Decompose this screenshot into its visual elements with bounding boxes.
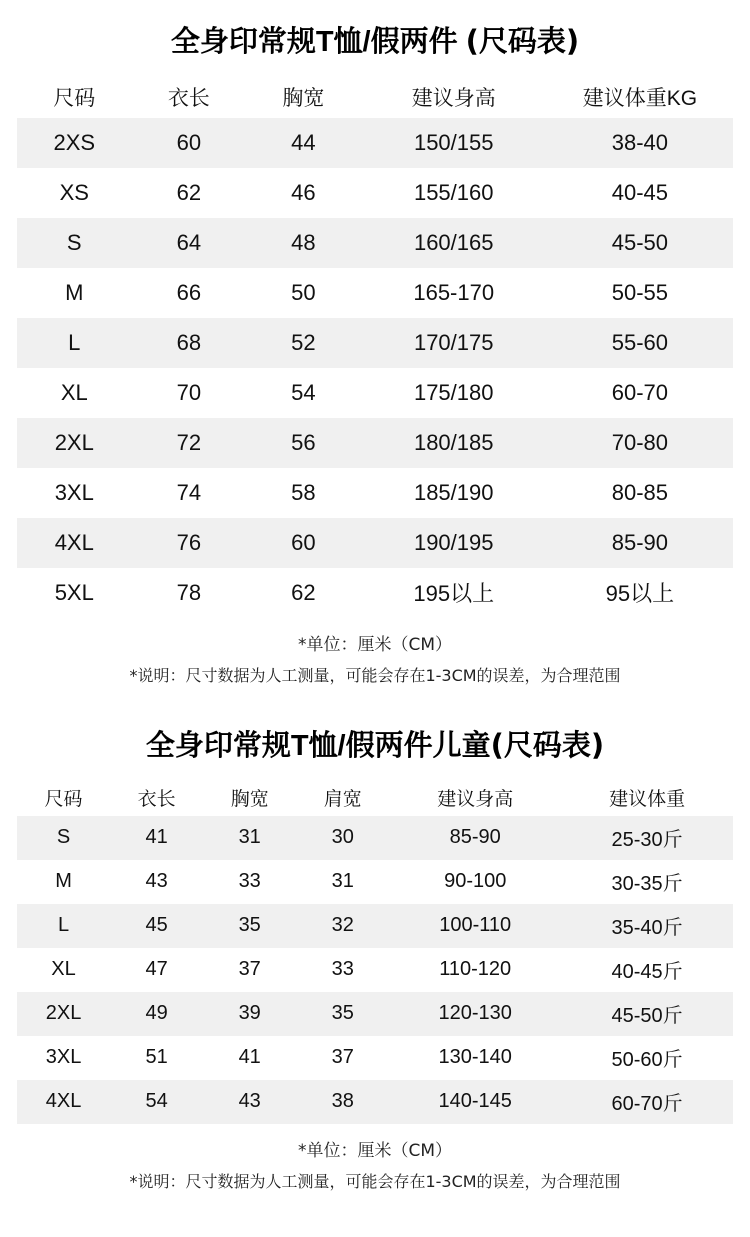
adult-cell-length: 78: [132, 568, 247, 618]
adult-cell-chest: 48: [246, 218, 361, 268]
kids-header-cell: 建议身高: [389, 780, 561, 816]
kids-cell-chest: 41: [203, 1036, 296, 1080]
kids-unit-note: *单位：厘米（CM）: [297, 1140, 453, 1161]
adult-cell-length: 74: [132, 468, 247, 518]
table-row: [17, 816, 733, 860]
table-row: [17, 168, 733, 218]
adult-cell-size: XL: [17, 368, 132, 418]
kids-table-header-row: [17, 780, 733, 816]
adult-size-table: [17, 76, 733, 618]
adult-cell-weight: 60-70: [547, 368, 733, 418]
adult-cell-length: 64: [132, 218, 247, 268]
kids-cell-shoulder: 35: [296, 992, 389, 1036]
kids-cell-weight: 45-50斤: [561, 992, 733, 1036]
adult-cell-weight: 70-80: [547, 418, 733, 468]
kids-cell-weight: 30-35斤: [561, 860, 733, 904]
adult-title-paren: (尺码表): [465, 24, 580, 58]
table-row: [17, 1036, 733, 1080]
kids-cell-height: 120-130: [389, 992, 561, 1036]
kids-title-main: 全身印常规T恤/假两件儿童: [145, 729, 491, 762]
kids-header-cell: 衣长: [110, 780, 203, 816]
table-row: [17, 318, 733, 368]
kids-cell-chest: 31: [203, 816, 296, 860]
adult-cell-height: 175/180: [361, 368, 547, 418]
adult-measurement-note: *说明：尺寸数据为人工测量，可能会存在1-3CM的误差，为合理范围: [129, 665, 621, 685]
kids-cell-size: 4XL: [17, 1080, 110, 1124]
adult-cell-size: 4XL: [17, 518, 132, 568]
kids-cell-size: L: [17, 904, 110, 948]
adult-header-cell: 建议身高: [361, 76, 547, 118]
kids-header-cell: 胸宽: [203, 780, 296, 816]
adult-cell-size: S: [17, 218, 132, 268]
adult-cell-weight: 50-55: [547, 268, 733, 318]
kids-header-cell: 肩宽: [296, 780, 389, 816]
adult-header-cell: 衣长: [132, 76, 247, 118]
table-row: [17, 1080, 733, 1124]
adult-cell-chest: 54: [246, 368, 361, 418]
adult-cell-length: 60: [132, 118, 247, 168]
table-row: [17, 118, 733, 168]
kids-measurement-note: *说明：尺寸数据为人工测量，可能会存在1-3CM的误差，为合理范围: [129, 1171, 621, 1191]
kids-cell-chest: 39: [203, 992, 296, 1036]
kids-cell-height: 110-120: [389, 948, 561, 992]
kids-cell-size: XL: [17, 948, 110, 992]
kids-cell-height: 130-140: [389, 1036, 561, 1080]
kids-cell-length: 47: [110, 948, 203, 992]
kids-cell-weight: 40-45斤: [561, 948, 733, 992]
kids-cell-length: 45: [110, 904, 203, 948]
kids-header-cell: 尺码: [17, 780, 110, 816]
adult-cell-chest: 60: [246, 518, 361, 568]
kids-cell-size: M: [17, 860, 110, 904]
adult-cell-height: 190/195: [361, 518, 547, 568]
adult-cell-chest: 44: [246, 118, 361, 168]
kids-size-section: [0, 704, 750, 1192]
adult-cell-height: 155/160: [361, 168, 547, 218]
table-row: [17, 368, 733, 418]
adult-cell-height: 165-170: [361, 268, 547, 318]
kids-cell-shoulder: 38: [296, 1080, 389, 1124]
adult-cell-weight: 55-60: [547, 318, 733, 368]
table-row: [17, 218, 733, 268]
adult-cell-weight: 95以上: [547, 568, 733, 618]
adult-cell-size: 2XL: [17, 418, 132, 468]
adult-cell-size: 3XL: [17, 468, 132, 518]
adult-cell-height: 195以上: [361, 568, 547, 618]
adult-header-cell: 胸宽: [246, 76, 361, 118]
kids-cell-height: 90-100: [389, 860, 561, 904]
adult-cell-weight: 45-50: [547, 218, 733, 268]
adult-section-title: [0, 0, 750, 76]
kids-cell-shoulder: 31: [296, 860, 389, 904]
kids-cell-length: 49: [110, 992, 203, 1036]
kids-cell-shoulder: 30: [296, 816, 389, 860]
kids-cell-shoulder: 33: [296, 948, 389, 992]
adult-cell-height: 160/165: [361, 218, 547, 268]
kids-cell-chest: 43: [203, 1080, 296, 1124]
adult-cell-length: 62: [132, 168, 247, 218]
kids-cell-length: 41: [110, 816, 203, 860]
adult-cell-chest: 56: [246, 418, 361, 468]
table-row: [17, 904, 733, 948]
kids-cell-shoulder: 37: [296, 1036, 389, 1080]
adult-cell-size: XS: [17, 168, 132, 218]
kids-section-title: [0, 704, 750, 780]
adult-cell-chest: 46: [246, 168, 361, 218]
kids-size-table: [17, 780, 733, 1124]
kids-cell-chest: 35: [203, 904, 296, 948]
adult-unit-note: *单位：厘米（CM）: [297, 634, 453, 655]
adult-cell-height: 150/155: [361, 118, 547, 168]
kids-cell-length: 51: [110, 1036, 203, 1080]
adult-cell-height: 185/190: [361, 468, 547, 518]
adult-cell-chest: 62: [246, 568, 361, 618]
kids-cell-size: S: [17, 816, 110, 860]
kids-cell-height: 85-90: [389, 816, 561, 860]
adult-cell-chest: 52: [246, 318, 361, 368]
kids-cell-weight: 35-40斤: [561, 904, 733, 948]
adult-cell-length: 70: [132, 368, 247, 418]
section-spacer: [0, 686, 750, 704]
kids-cell-length: 54: [110, 1080, 203, 1124]
adult-cell-size: L: [17, 318, 132, 368]
kids-cell-size: 2XL: [17, 992, 110, 1036]
kids-cell-size: 3XL: [17, 1036, 110, 1080]
kids-header-cell: 建议体重: [561, 780, 733, 816]
adult-cell-length: 76: [132, 518, 247, 568]
adult-cell-chest: 58: [246, 468, 361, 518]
kids-cell-height: 140-145: [389, 1080, 561, 1124]
adult-cell-length: 66: [132, 268, 247, 318]
adult-header-cell: 尺码: [17, 76, 132, 118]
kids-cell-shoulder: 32: [296, 904, 389, 948]
adult-cell-height: 180/185: [361, 418, 547, 468]
table-row: [17, 518, 733, 568]
kids-cell-chest: 37: [203, 948, 296, 992]
kids-title-paren: (尺码表): [490, 727, 605, 762]
adult-header-cell: 建议体重KG: [547, 76, 733, 118]
kids-cell-chest: 33: [203, 860, 296, 904]
adult-cell-length: 68: [132, 318, 247, 368]
table-row: [17, 992, 733, 1036]
adult-cell-length: 72: [132, 418, 247, 468]
table-row: [17, 948, 733, 992]
table-row: [17, 268, 733, 318]
adult-cell-weight: 40-45: [547, 168, 733, 218]
adult-cell-weight: 80-85: [547, 468, 733, 518]
adult-cell-weight: 85-90: [547, 518, 733, 568]
kids-cell-weight: 50-60斤: [561, 1036, 733, 1080]
adult-cell-weight: 38-40: [547, 118, 733, 168]
table-row: [17, 418, 733, 468]
table-row: [17, 860, 733, 904]
table-row: [17, 568, 733, 618]
adult-title-main: 全身印常规T恤/假两件: [170, 26, 466, 58]
adult-cell-size: 5XL: [17, 568, 132, 618]
adult-table-header-row: [17, 76, 733, 118]
adult-cell-size: 2XS: [17, 118, 132, 168]
kids-cell-height: 100-110: [389, 904, 561, 948]
kids-cell-weight: 25-30斤: [561, 816, 733, 860]
adult-cell-size: M: [17, 268, 132, 318]
adult-cell-chest: 50: [246, 268, 361, 318]
kids-cell-length: 43: [110, 860, 203, 904]
kids-cell-weight: 60-70斤: [561, 1080, 733, 1124]
table-row: [17, 468, 733, 518]
adult-cell-height: 170/175: [361, 318, 547, 368]
